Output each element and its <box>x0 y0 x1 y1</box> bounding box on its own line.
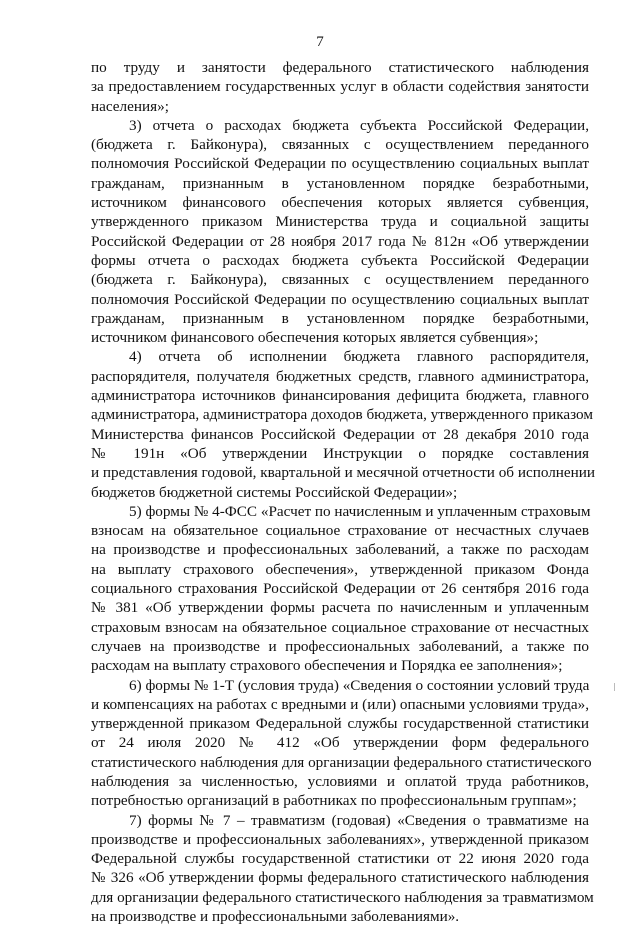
paragraph-3 <box>91 347 596 501</box>
text-line: Федеральной службы государственной статистики от 22 июня 2020 года <box>91 850 589 868</box>
text-line: и компенсациях на работах с вредными и (или) опасными условиями труда», <box>91 695 590 713</box>
text-line: потребностью организаций в работниках по профессиональным группам»; <box>91 792 577 810</box>
text-line: источником финансового обеспечения которых является субвенция»; <box>91 329 539 347</box>
paragraph-1 <box>91 58 589 116</box>
text-line: бюджетов бюджетной системы Российской Федерации»; <box>91 483 458 501</box>
text-line: социального страхования Российской Федерации от 26 сентября 2016 года <box>91 580 589 598</box>
text-line: для организации федерального статистического наблюдения за травматизмом <box>91 888 594 906</box>
text-line: по труду и занятости федерального статистического наблюдения <box>91 59 589 76</box>
text-line: населения»; <box>91 97 169 115</box>
paragraph-2 <box>91 116 589 348</box>
text-line: полномочия Российской Федерации по осуществлению социальных выплат <box>91 155 589 173</box>
text-line: производстве и профессиональных заболеваниях», утвержденной приказом <box>91 830 589 848</box>
text-line: администратора, администратора доходов бюджета, утвержденного приказом <box>91 406 593 424</box>
text-line: на производстве и профессиональных заболеваний, а также по расходам <box>91 541 589 559</box>
text-line: от 24 июля 2020 № 412 «Об утверждении форм федерального <box>91 734 589 752</box>
text-line: (бюджета г. Байконура), связанных с осуществлением переданного <box>91 136 589 154</box>
text-line: 5) формы № 4-ФСС «Расчет по начисленным и уплаченным страховым <box>129 502 591 520</box>
text-line: № 191н «Об утверждении Инструкции о порядке составления <box>91 444 589 462</box>
text-line: 3) отчета о расходах бюджета субъекта Российской Федерации, <box>129 116 589 134</box>
text-line: страховым взносам на обязательное социальное страхование от несчастных <box>91 618 589 636</box>
text-line: утвержденной приказом Федеральной службы государственной статистики <box>91 715 589 733</box>
text-line: № 381 «Об утверждении формы расчета по начисленным и уплаченным <box>91 599 589 617</box>
text-line: гражданам, признанным в установленном порядке безработными, <box>91 309 589 327</box>
text-line: за предоставлением государственных услуг в области содействия занятости <box>91 78 589 96</box>
paragraph-6 <box>91 811 594 926</box>
text-line: № 326 «Об утверждении формы федерального статистического наблюдения <box>91 869 589 887</box>
text-line: 7) формы № 7 – травматизм (годовая) «Сведения о травматизме на <box>129 811 589 829</box>
text-line: случаев на производстве и профессиональных заболеваний, а также по <box>91 637 589 655</box>
scan-artifact <box>614 683 615 691</box>
text-line: Российской Федерации от 28 ноября 2017 года № 812н «Об утверждении <box>91 232 589 250</box>
text-line: распорядителя, получателя бюджетных средств, главного администратора, <box>91 367 589 385</box>
text-line: (бюджета г. Байконура), связанных с осуществлением переданного <box>91 271 589 289</box>
paragraph-5 <box>91 676 592 811</box>
text-line: наблюдения за численностью, условиями и оплатой труда работников, <box>91 772 589 790</box>
text-line: гражданам, признанным в установленном порядке безработными, <box>91 174 589 192</box>
paragraph-4 <box>91 502 589 676</box>
text-line: Министерства финансов Российской Федерации от 28 декабря 2010 года <box>91 425 589 443</box>
document-body <box>91 58 596 926</box>
text-line: на производстве и профессиональными заболеваниями». <box>91 908 460 926</box>
text-line: формы отчета о расходах бюджета субъекта Российской Федерации <box>91 251 589 269</box>
text-line: расходам на выплату страхового обеспечения и Порядка ее заполнения»; <box>91 657 563 675</box>
text-line: 6) формы № 1-Т (условия труда) «Сведения о состоянии условий труда <box>129 676 590 694</box>
text-line: взносам на обязательное социальное страхование от несчастных случаев <box>91 522 589 540</box>
text-line: 4) отчета об исполнении бюджета главного распорядителя, <box>129 348 589 366</box>
text-line: полномочия Российской Федерации по осуществлению социальных выплат <box>91 290 589 308</box>
text-line: и представления годовой, квартальной и месячной отчетности об исполнении <box>91 464 596 482</box>
text-line: статистического наблюдения для организации федерального статистического <box>91 753 592 771</box>
text-line: на выплату страхового обеспечения», утвержденной приказом Фонда <box>91 560 589 578</box>
text-line: утвержденного приказом Министерства труда и социальной защиты <box>91 213 589 231</box>
text-line: администратора источников финансирования дефицита бюджета, главного <box>91 387 589 405</box>
text-line: источником финансового обеспечения которых является субвенция, <box>91 194 589 212</box>
page-number: 7 <box>316 34 324 50</box>
